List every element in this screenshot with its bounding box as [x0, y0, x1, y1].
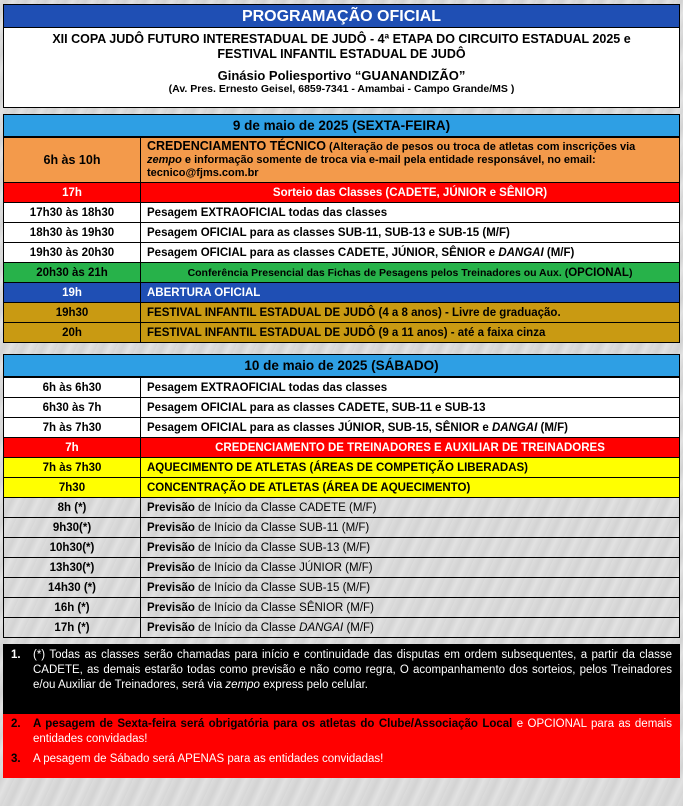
time-cell: 19h: [4, 283, 141, 303]
note-1-text-a: (*) Todas as classes serão chamadas para início e continuidade das disputas em ordem subsequentes, a partir da classe CADETE, as demais estarão todas como previsão e não como regra, O acompanhamento dos sorteios, pelos Treinadores e/ou Auxiliar de Treinadores, será via: [33, 649, 672, 691]
description-cell: [141, 538, 680, 558]
description-text-a: Conferência Presencial das Fichas de Pesagens pelos Treinadores ou Aux. (: [187, 266, 569, 279]
description-cell: [141, 498, 680, 518]
table-row: [4, 618, 680, 638]
time-cell: 20h30 às 21h: [4, 263, 141, 283]
time-cell: 7h às 7h30: [4, 458, 141, 478]
table-row: [4, 323, 680, 343]
table-row: [4, 378, 680, 398]
description-text-b: (M/F): [537, 421, 568, 434]
table-row: [4, 478, 680, 498]
venue-name: Ginásio Poliesportivo “GUANANDIZÃO”: [217, 68, 466, 83]
time-cell: 17h (*): [4, 618, 141, 638]
time-cell: 10h30(*): [4, 538, 141, 558]
forecast-word: Previsão: [147, 521, 195, 534]
zempo-italic: zempo: [147, 154, 182, 166]
table-row: [4, 183, 680, 203]
description-cell: [141, 518, 680, 538]
table-row: [4, 558, 680, 578]
table-row: [4, 598, 680, 618]
note-text: [33, 717, 672, 747]
note-1-text-b: express pelo celular.: [259, 679, 368, 691]
forecast-text: de Início da Classe CADETE (M/F): [194, 501, 377, 514]
day1-header: 9 de maio de 2025 (SEXTA-FEIRA): [3, 114, 680, 137]
event-name-line2: FESTIVAL INFANTIL ESTADUAL DE JUDÔ: [217, 47, 466, 61]
description-cell: FESTIVAL INFANTIL ESTADUAL DE JUDÔ (4 a 8 anos) - Livre de graduação.: [141, 303, 680, 323]
table-row: [4, 223, 680, 243]
description-cell: CONCENTRAÇÃO DE ATLETAS (ÁREA DE AQUECIMENTO): [141, 478, 680, 498]
forecast-text-b: (M/F): [343, 621, 374, 634]
note-text: A pesagem de Sábado será APENAS para as entidades convidadas!: [33, 753, 384, 765]
description-cell: [141, 558, 680, 578]
credenciamento-text-a: (Alteração de pesos ou troca de atletas com inscrições via: [325, 141, 636, 153]
note-3: [11, 752, 672, 767]
table-row: [4, 578, 680, 598]
time-cell: 13h30(*): [4, 558, 141, 578]
description-cell: [141, 243, 680, 263]
forecast-word: Previsão: [147, 501, 195, 514]
time-cell: 19h30 às 20h30: [4, 243, 141, 263]
forecast-word: Previsão: [147, 541, 195, 554]
table-row: [4, 203, 680, 223]
description-cell: [141, 618, 680, 638]
note-number: 2.: [11, 718, 21, 730]
forecast-text: de Início da Classe SUB-11 (M/F): [194, 521, 370, 534]
time-cell: 6h às 6h30: [4, 378, 141, 398]
time-cell: 20h: [4, 323, 141, 343]
table-row: [4, 518, 680, 538]
description-text-a: Pesagem OFICIAL para as classes JÚNIOR, SUB-15, SÊNIOR e: [147, 421, 492, 434]
event-name-line1: XII COPA JUDÔ FUTURO INTERESTADUAL DE JUDÔ - 4ª ETAPA DO CIRCUITO ESTADUAL 2025 e: [52, 32, 631, 46]
description-cell: [141, 263, 680, 283]
table-row: [4, 303, 680, 323]
table-row: [4, 538, 680, 558]
venue-address: (Av. Pres. Ernesto Geisel, 6859-7341 - Amambai - Campo Grande/MS ): [168, 83, 515, 95]
time-cell: 8h (*): [4, 498, 141, 518]
page-title: PROGRAMAÇÃO OFICIAL: [3, 4, 680, 28]
note-number: 3.: [11, 753, 21, 765]
table-row: [4, 438, 680, 458]
table-row: [4, 283, 680, 303]
forecast-text-a: de Início da Classe: [194, 621, 300, 634]
time-cell: 7h às 7h30: [4, 418, 141, 438]
time-cell: 14h30 (*): [4, 578, 141, 598]
zempo-italic: zempo: [225, 679, 260, 691]
time-cell: 17h: [4, 183, 141, 203]
time-cell: 6h30 às 7h: [4, 398, 141, 418]
credenciamento-text-b: e informação somente de troca via e-mail pela entidade responsável, no email: tecnico@fjms.com.br: [147, 154, 596, 179]
opcional-text: OPCIONAL: [568, 266, 629, 279]
description-cell: [141, 418, 680, 438]
description-text-a: Pesagem OFICIAL para as classes CADETE, JÚNIOR, SÊNIOR e: [147, 246, 499, 259]
description-cell: FESTIVAL INFANTIL ESTADUAL DE JUDÔ (9 a 11 anos) - até a faixa cinza: [141, 323, 680, 343]
day2-schedule-table: [3, 377, 680, 638]
notes-red-box: [3, 714, 680, 778]
table-row: [4, 263, 680, 283]
description-cell: Pesagem OFICIAL para as classes SUB-11, SUB-13 e SUB-15 (M/F): [141, 223, 680, 243]
description-cell: Sorteio das Classes (CADETE, JÚNIOR e SÊNIOR): [141, 183, 680, 203]
day2-header: 10 de maio de 2025 (SÁBADO): [3, 354, 680, 377]
forecast-text: de Início da Classe SÊNIOR (M/F): [194, 601, 374, 614]
note-number: 1.: [11, 649, 21, 661]
dangai-italic: DANGAI: [498, 246, 544, 259]
description-text-b: ): [628, 266, 633, 279]
description-cell: Pesagem OFICIAL para as classes CADETE, SUB-11 e SUB-13: [141, 398, 680, 418]
forecast-word: Previsão: [147, 561, 195, 574]
notes-section: [3, 644, 680, 778]
forecast-word: Previsão: [147, 601, 195, 614]
description-text-b: (M/F): [543, 246, 575, 259]
credenciamento-lead: CREDENCIAMENTO TÉCNICO: [147, 139, 326, 153]
note-2: [11, 717, 672, 747]
time-cell: 17h30 às 18h30: [4, 203, 141, 223]
description-cell: AQUECIMENTO DE ATLETAS (ÁREAS DE COMPETIÇÃO LIBERADAS): [141, 458, 680, 478]
description-cell: Pesagem EXTRAOFICIAL todas das classes: [141, 203, 680, 223]
table-row: [4, 418, 680, 438]
description-cell: CREDENCIAMENTO DE TREINADORES E AUXILIAR DE TREINADORES: [141, 438, 680, 458]
table-row: [4, 498, 680, 518]
event-header: [3, 28, 680, 108]
day1-schedule-table: [3, 137, 680, 343]
table-row: [4, 138, 680, 183]
table-row: [4, 243, 680, 263]
table-row: [4, 398, 680, 418]
time-cell: 9h30(*): [4, 518, 141, 538]
table-row: [4, 458, 680, 478]
note-2-text: e OPCIONAL para as demais entidades convidadas!: [33, 718, 672, 745]
description-cell: [141, 578, 680, 598]
forecast-text: de Início da Classe SUB-13 (M/F): [194, 541, 371, 554]
description-cell: [141, 598, 680, 618]
time-cell: 18h30 às 19h30: [4, 223, 141, 243]
forecast-word: Previsão: [147, 621, 195, 634]
description-cell: ABERTURA OFICIAL: [141, 283, 680, 303]
time-cell: 6h às 10h: [4, 138, 141, 183]
time-cell: 16h (*): [4, 598, 141, 618]
note-text: [33, 648, 672, 708]
time-cell: 7h: [4, 438, 141, 458]
time-cell: 19h30: [4, 303, 141, 323]
time-cell: 7h30: [4, 478, 141, 498]
note-2-bold: A pesagem de Sexta-feira será obrigatória para os atletas do Clube/Associação Local: [33, 718, 513, 730]
description-cell: [141, 138, 680, 183]
note-1: [3, 644, 680, 714]
description-cell: Pesagem EXTRAOFICIAL todas das classes: [141, 378, 680, 398]
forecast-word: Previsão: [147, 581, 195, 594]
forecast-text: de Início da Classe JÚNIOR (M/F): [194, 561, 373, 574]
dangai-italic: DANGAI: [299, 621, 344, 634]
dangai-italic: DANGAI: [491, 421, 538, 434]
forecast-text: de Início da Classe SUB-15 (M/F): [194, 581, 371, 594]
